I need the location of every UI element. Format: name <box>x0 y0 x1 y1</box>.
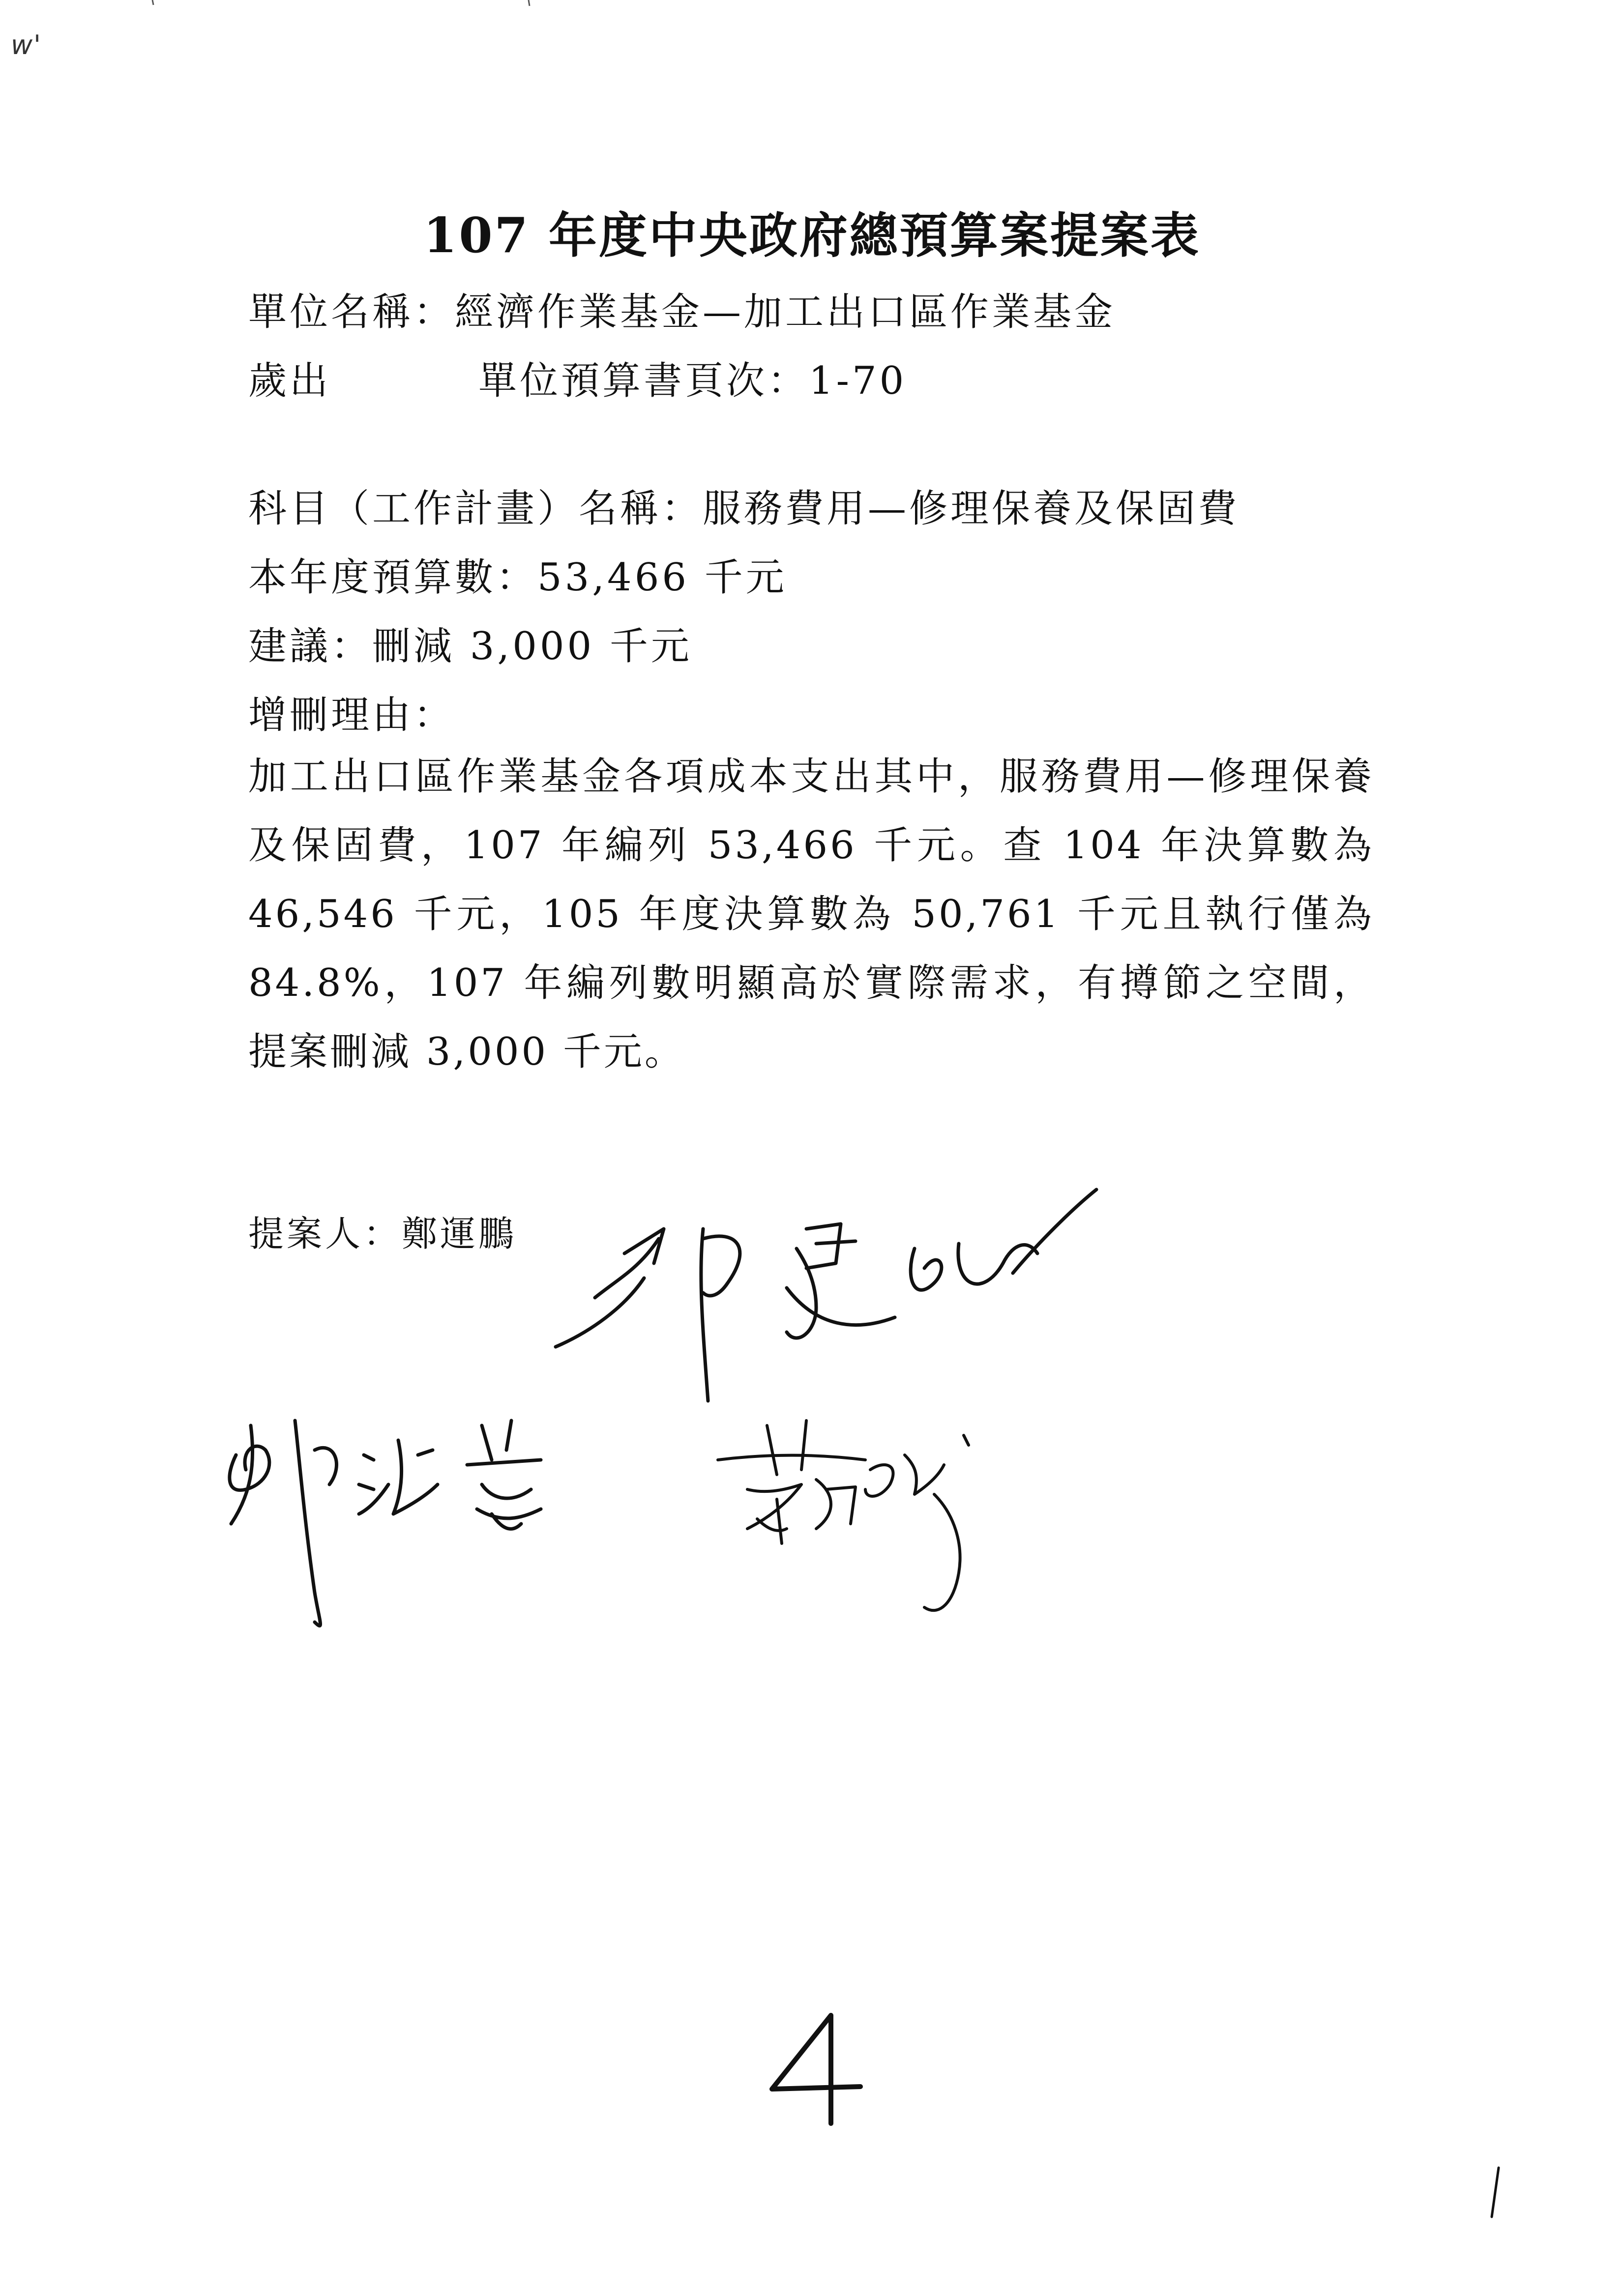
handwritten-signature-2 <box>216 1366 570 1642</box>
handwritten-page-number <box>757 2005 875 2133</box>
subject-line <box>248 484 1240 533</box>
expense-line <box>248 356 907 406</box>
unit-name-line <box>248 288 1116 337</box>
proposer-name: 鄭運鵬 <box>402 1213 517 1254</box>
unit-name-label: 單位名稱： <box>248 290 455 334</box>
handwritten-signature-1 <box>541 1170 1106 1425</box>
budget-value: 53,466 千元 <box>537 555 787 600</box>
budget-book-page-ref <box>478 356 907 406</box>
subject-value: 服務費用—修理保養及保固費 <box>703 487 1240 531</box>
reason-label: 增刪理由： <box>248 693 455 737</box>
budget-label: 本年度預算數： <box>248 555 538 600</box>
unit-name-value: 經濟作業基金—加工出口區作業基金 <box>455 290 1116 334</box>
budget-line <box>248 553 787 602</box>
document-title: 107 年度中央政府總預算案提案表 <box>423 207 1201 264</box>
corner-handwritten-mark: w' <box>11 29 42 60</box>
expense-label: 歲出 <box>248 359 331 403</box>
corner-handwritten-number <box>1485 2163 1505 2222</box>
suggestion-line <box>248 622 692 671</box>
suggestion-value: 刪減 3,000 千元 <box>372 624 692 668</box>
subject-label: 科目（工作計畫）名稱： <box>248 487 703 531</box>
proposer-label: 提案人： <box>248 1213 402 1254</box>
proposer-line <box>248 1209 517 1258</box>
page-ref-label: 單位預算書頁次： <box>478 359 809 403</box>
suggestion-label: 建議： <box>248 624 373 668</box>
reason-body: 加工出口區作業基金各項成本支出其中，服務費用—修理保養及保固費，107 年編列 53,466 千元。查 104 年決算數為 46,546 千元，105 年度決算數為 50,761 千元且執行僅為 84.8%，107 年編列數明顯高於實際需求，有撙節之空間，提案刪減 3,000 千元。 <box>248 755 1374 1074</box>
top-scan-marks <box>0 0 1624 10</box>
handwritten-signature-3 <box>708 1396 1013 1632</box>
page-ref-value: 1-70 <box>809 359 907 403</box>
